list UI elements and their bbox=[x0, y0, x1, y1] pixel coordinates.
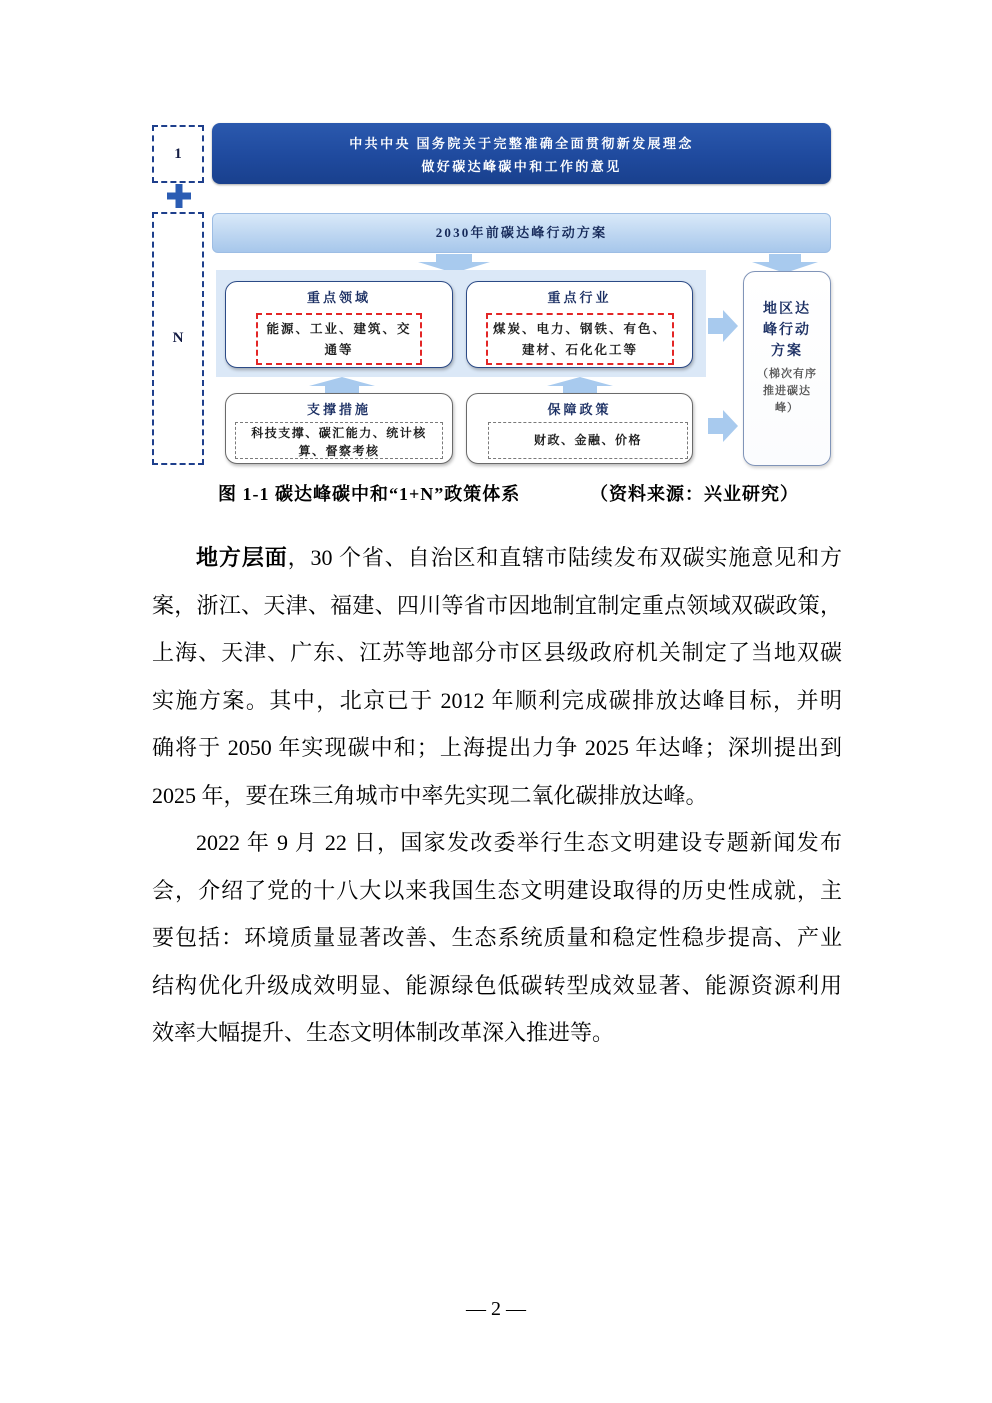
key-industries-line: 建材、石化化工等 bbox=[521, 343, 638, 357]
arrow-right-icon bbox=[708, 310, 738, 342]
text-line: 2022 年 9 月 22 日，国家发改委举行生态文明建设专题新闻发布 bbox=[196, 830, 842, 855]
text-line-content: ，30 个省、自治区和直辖市陆续发布双碳实施意见和方 bbox=[287, 545, 842, 570]
text-line: 实施方案。其中，北京已于 2012 年顺利完成碳排放达峰目标，并明 bbox=[152, 687, 842, 713]
banner-line: 中共中央 国务院关于完整准确全面贯彻新发展理念 bbox=[349, 136, 694, 151]
key-industries-card bbox=[466, 281, 693, 368]
key-industries-title: 重点行业 bbox=[547, 290, 612, 305]
banner-line: 做好碳达峰碳中和工作的意见 bbox=[421, 159, 622, 174]
regional-title-line: 峰行动 bbox=[763, 323, 811, 338]
guarantee-policies-list bbox=[488, 422, 688, 459]
guarantee-policies-card bbox=[466, 393, 693, 464]
text-line: 会，介绍了党的十八大以来我国生态文明建设取得的历史性成就，主 bbox=[152, 877, 842, 903]
body-text bbox=[152, 534, 842, 1057]
text-line bbox=[152, 534, 842, 582]
key-areas-line: 通等 bbox=[324, 343, 354, 357]
key-areas-list bbox=[256, 313, 422, 365]
text-line: 效率大幅提升、生态文明体制改革深入推进等。 bbox=[152, 1020, 615, 1045]
one-frame bbox=[152, 125, 204, 183]
regional-note-line: 推进碳达 bbox=[763, 385, 811, 397]
key-areas-title: 重点领域 bbox=[306, 290, 371, 305]
text-line: 上海、天津、广东、江苏等地部分市区县级政府机关制定了当地双碳 bbox=[152, 640, 842, 665]
text-line: 结构优化升级成效明显、能源绿色低碳转型成效显著、能源资源利用 bbox=[152, 972, 842, 998]
support-measures-card bbox=[225, 393, 453, 464]
figure-caption: 图 1-1 碳达峰碳中和“1+N”政策体系 bbox=[218, 484, 521, 504]
key-areas-card bbox=[225, 281, 453, 368]
support-measures-line: 算、督察考核 bbox=[298, 444, 380, 458]
key-industries-line: 煤炭、电力、钢铁、有色、 bbox=[492, 322, 667, 336]
regional-title-line: 方案 bbox=[771, 344, 803, 359]
support-measures-line: 科技支撑、碳汇能力、统计核 bbox=[251, 426, 427, 440]
regional-note-line: （梯次有序 bbox=[757, 368, 817, 380]
key-areas-line: 能源、工业、建筑、交 bbox=[266, 322, 412, 336]
regional-plan-card bbox=[743, 271, 831, 466]
arrow-up-icon bbox=[547, 377, 613, 394]
regional-plan-note bbox=[744, 366, 830, 417]
support-measures-list bbox=[235, 422, 443, 459]
text-line: 确将于 2050 年实现碳中和；上海提出力争 2025 年达峰；深圳提出到 bbox=[152, 735, 842, 760]
central-opinion-banner bbox=[212, 123, 831, 184]
paragraph bbox=[152, 819, 842, 1057]
key-industries-list bbox=[486, 313, 674, 365]
paragraph-lead: 地方层面 bbox=[196, 545, 288, 570]
n-label: N bbox=[172, 330, 184, 346]
one-label: 1 bbox=[174, 145, 182, 162]
support-measures-title: 支撑措施 bbox=[306, 402, 371, 417]
guarantee-policies-title: 保障政策 bbox=[547, 402, 612, 417]
page-number: — 2 — bbox=[466, 1298, 526, 1320]
arrow-up-icon bbox=[309, 377, 375, 394]
text-line: 要包括：环境质量显著改善、生态系统质量和稳定性稳步提高、产业 bbox=[152, 925, 842, 950]
guarantee-policies-line: 财政、金融、价格 bbox=[533, 433, 642, 447]
arrow-right-icon bbox=[708, 410, 738, 442]
text-line: 案，浙江、天津、福建、四川等省市因地制宜制定重点领域双碳政策， bbox=[152, 592, 842, 618]
regional-plan-title bbox=[744, 299, 830, 362]
paragraph bbox=[152, 534, 842, 819]
n-frame bbox=[152, 212, 204, 465]
plus-icon bbox=[167, 184, 191, 208]
text-line: 2025 年，要在珠三角城市中率先实现二氧化碳排放达峰。 bbox=[152, 782, 708, 808]
regional-note-line: 峰） bbox=[775, 402, 799, 414]
figure-source: （资料来源：兴业研究） bbox=[590, 484, 799, 504]
action-plan-banner: 2030年前碳达峰行动方案 bbox=[212, 213, 831, 253]
regional-title-line: 地区达 bbox=[763, 302, 811, 317]
